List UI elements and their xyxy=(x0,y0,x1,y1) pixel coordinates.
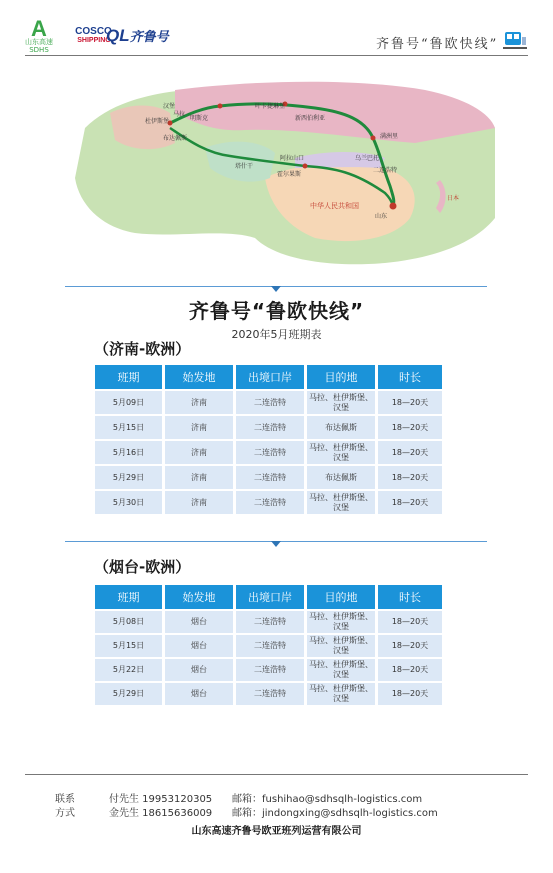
cell-origin: 济南 xyxy=(165,441,233,464)
table-row xyxy=(95,659,442,681)
cell-origin: 烟台 xyxy=(165,611,233,633)
contact-email[interactable]: 邮箱：jindongxing@sdhsqlh-logistics.com xyxy=(232,808,438,819)
table-header-row xyxy=(95,365,442,389)
schedule-table-jinan xyxy=(92,363,445,516)
table-row xyxy=(95,635,442,657)
cell-duration: 18—20天 xyxy=(378,611,442,633)
cell-duration: 18—20天 xyxy=(378,391,442,414)
cell-port: 二连浩特 xyxy=(236,635,304,657)
table-row xyxy=(95,611,442,633)
cell-dest: 马拉、杜伊斯堡、汉堡 xyxy=(309,636,373,655)
map-label-shandong: 山东 xyxy=(375,213,388,220)
col-header: 班期 xyxy=(95,365,162,389)
qilu-logo-mark: QL xyxy=(106,26,130,45)
map-label-manzhouli: 满洲里 xyxy=(380,133,399,140)
schedule-table-yantai xyxy=(92,583,445,707)
cell-port: 二连浩特 xyxy=(236,659,304,681)
table-header-row xyxy=(95,585,442,609)
col-header: 时长 xyxy=(378,365,442,389)
col-header: 目的地 xyxy=(307,585,375,609)
route-label-jinan: （济南-欧洲） xyxy=(94,340,191,358)
cell-date: 5月15日 xyxy=(95,635,162,657)
cell-duration: 18—20天 xyxy=(378,635,442,657)
cell-duration: 18—20天 xyxy=(378,466,442,489)
map-label-minsk: 明斯克 xyxy=(190,115,209,122)
cosco-logo-line1: COSCO xyxy=(75,26,112,37)
map-label-novosibirsk: 新西伯利亚 xyxy=(295,115,326,122)
cell-port: 二连浩特 xyxy=(236,611,304,633)
train-icon xyxy=(503,29,527,51)
map-label-alashankou: 阿拉山口 xyxy=(280,155,305,162)
cell-origin: 济南 xyxy=(165,391,233,414)
col-header: 时长 xyxy=(378,585,442,609)
route-label-yantai: （烟台-欧洲） xyxy=(94,558,191,576)
contact-person: 金先生 18615636009 xyxy=(109,808,213,819)
table-row xyxy=(95,466,442,489)
contact-email[interactable]: 邮箱：fushihao@sdhsqlh-logistics.com xyxy=(232,794,423,805)
cell-date: 5月08日 xyxy=(95,611,162,633)
qilu-logo-text: 齐鲁号 xyxy=(129,29,169,44)
cell-dest: 马拉、杜伊斯堡、汉堡 xyxy=(307,391,375,414)
cell-origin: 济南 xyxy=(165,416,233,439)
map-label-china: 中华人民共和国 xyxy=(310,202,359,210)
map-label-erenhot: 二连浩特 xyxy=(373,167,398,174)
cell-origin: 济南 xyxy=(165,466,233,489)
map-label-hamburg: 汉堡 xyxy=(163,103,176,110)
cell-duration: 18—20天 xyxy=(378,491,442,514)
col-header: 始发地 xyxy=(165,585,233,609)
divider-arrow-icon xyxy=(271,541,281,547)
map-label-ulaanbaatar: 乌兰巴托 xyxy=(355,155,380,162)
cell-duration: 18—20天 xyxy=(378,683,442,705)
cell-port: 二连浩特 xyxy=(236,391,304,414)
cell-duration: 18—20天 xyxy=(378,659,442,681)
sdhs-logo-glyph: A xyxy=(31,16,47,41)
cell-origin: 烟台 xyxy=(165,659,233,681)
table-row xyxy=(95,683,442,705)
col-header: 出境口岸 xyxy=(236,365,304,389)
cell-origin: 济南 xyxy=(165,491,233,514)
map-europe xyxy=(110,106,175,150)
cell-dest: 布达佩斯 xyxy=(307,416,375,439)
cell-duration: 18—20天 xyxy=(378,416,442,439)
company-name: 山东高速齐鲁号欧亚班列运营有限公司 xyxy=(191,826,362,837)
sdhs-logo-text: 山东高速 xyxy=(25,38,53,46)
contact-label-line1: 联系 xyxy=(55,794,75,805)
cell-date: 5月15日 xyxy=(95,416,162,439)
route-map xyxy=(55,68,500,273)
table-row xyxy=(95,391,442,414)
sdhs-logo xyxy=(20,16,58,54)
table-row xyxy=(95,441,442,464)
cell-port: 二连浩特 xyxy=(236,441,304,464)
col-header: 出境口岸 xyxy=(236,585,304,609)
schedule-subtitle: 2020年5月班期表 xyxy=(231,328,322,341)
map-label-horgos: 霍尔果斯 xyxy=(277,171,302,178)
cell-dest: 马拉、杜伊斯堡、汉堡 xyxy=(309,660,373,679)
sdhs-logo-sub: SDHS xyxy=(29,46,49,54)
map-label-japan: 日本 xyxy=(447,195,460,202)
cell-date: 5月16日 xyxy=(95,441,162,464)
page-header xyxy=(0,0,553,62)
cell-dest: 布达佩斯 xyxy=(307,466,375,489)
cell-duration: 18—20天 xyxy=(378,441,442,464)
page-title: 齐鲁号“鲁欧快线” xyxy=(188,299,365,323)
cell-date: 5月09日 xyxy=(95,391,162,414)
col-header: 目的地 xyxy=(307,365,375,389)
cosco-logo-line2: SHIPPING xyxy=(77,37,111,44)
map-label-duisburg: 杜伊斯堡 xyxy=(145,118,170,125)
cell-port: 二连浩特 xyxy=(236,466,304,489)
map-label-mala: 马拉 xyxy=(173,111,186,118)
cell-dest: 马拉、杜伊斯堡、汉堡 xyxy=(307,441,375,464)
contact-label-line2: 方式 xyxy=(55,808,75,819)
map-label-budapest: 布达佩斯 xyxy=(163,135,188,142)
divider-arrow-icon xyxy=(271,286,281,292)
footer-divider xyxy=(25,774,528,775)
map-city-marker xyxy=(218,104,223,109)
map-city-marker xyxy=(390,203,397,210)
col-header: 班期 xyxy=(95,585,162,609)
col-header: 始发地 xyxy=(165,365,233,389)
map-label-ekaterinburg: 叶卡捷琳堡 xyxy=(255,103,286,110)
cell-date: 5月29日 xyxy=(95,466,162,489)
cell-date: 5月30日 xyxy=(95,491,162,514)
cell-port: 二连浩特 xyxy=(236,683,304,705)
cell-dest: 马拉、杜伊斯堡、汉堡 xyxy=(309,612,373,631)
table-row xyxy=(95,491,442,514)
cell-port: 二连浩特 xyxy=(236,416,304,439)
map-label-tashkent: 塔什干 xyxy=(235,163,254,170)
cell-origin: 烟台 xyxy=(165,635,233,657)
qilu-logo xyxy=(106,26,169,46)
cell-dest: 马拉、杜伊斯堡、汉堡 xyxy=(309,684,373,703)
cell-date: 5月22日 xyxy=(95,659,162,681)
cell-dest: 马拉、杜伊斯堡、汉堡 xyxy=(307,491,375,514)
table-row xyxy=(95,416,442,439)
cell-origin: 烟台 xyxy=(165,683,233,705)
cosco-logo xyxy=(60,26,112,45)
map-city-marker xyxy=(303,164,308,169)
header-divider xyxy=(25,55,528,56)
cell-port: 二连浩特 xyxy=(236,491,304,514)
map-city-marker xyxy=(371,136,376,141)
cell-date: 5月29日 xyxy=(95,683,162,705)
contact-person: 付先生 19953120305 xyxy=(109,794,213,805)
header-title: 齐鲁号“鲁欧快线” xyxy=(376,37,499,52)
